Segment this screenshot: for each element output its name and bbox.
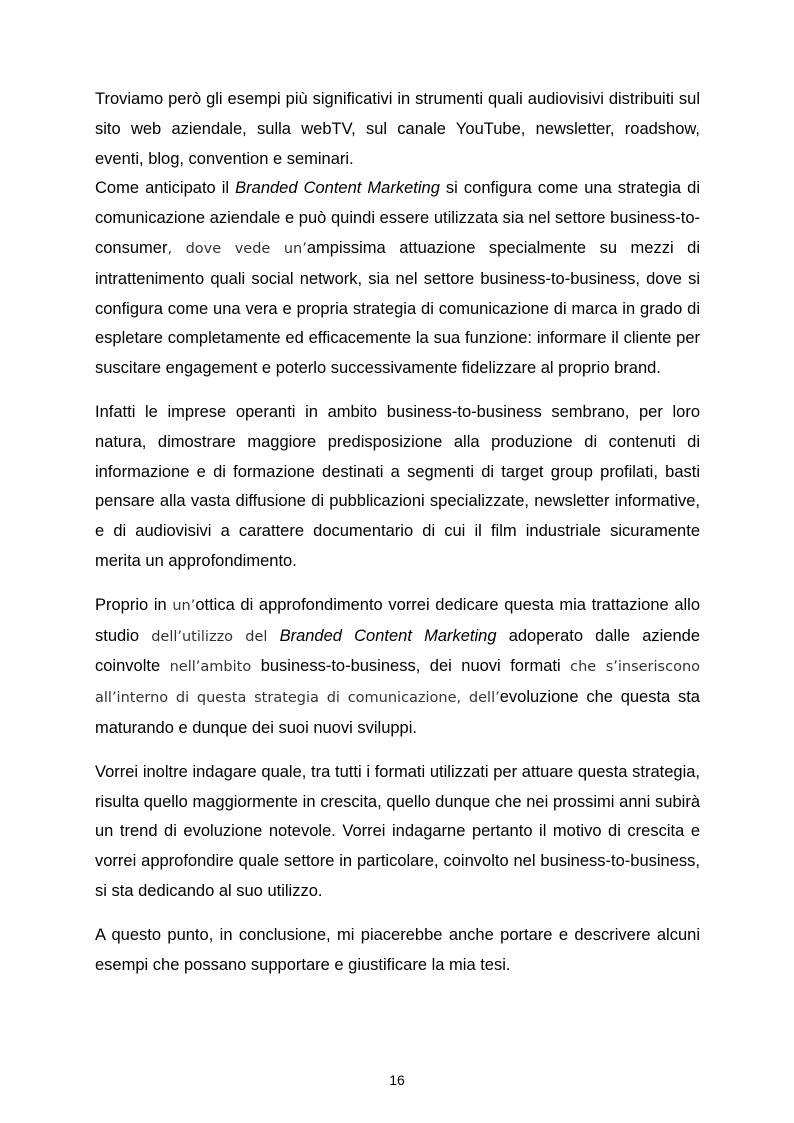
- text-span: evoluzione che questa sta maturando e dunque dei suoi nuovi sviluppi.: [95, 688, 700, 737]
- text-span-light: , dove vede un’: [167, 240, 307, 257]
- page-number: 16: [389, 1072, 405, 1088]
- paragraph-5: [95, 758, 700, 907]
- paragraph-6: [95, 921, 700, 981]
- paragraph-4: [95, 591, 700, 744]
- text-span: ottica di approfondimento vorrei dedicare questa mia trattazione allo studio: [95, 595, 701, 645]
- text-span-light: un’: [172, 597, 196, 614]
- emphasis-branded-content-marketing: Branded Content Marketing: [279, 626, 497, 645]
- document-body: [95, 85, 700, 980]
- text-span: Proprio in: [95, 595, 173, 614]
- text-span: Come anticipato il: [95, 179, 236, 198]
- text-span: adoperato dalle aziende coinvolte: [95, 626, 700, 676]
- text-span: Troviamo però gli esempi più significativi in strumenti quali audiovisivi distribuiti sul sito web aziendale, sulla webTV, sul canale YouTube, newsletter, roadshow, eventi, blog, convention e seminari.: [95, 90, 700, 168]
- text-span: business-to-business, dei nuovi formati: [260, 657, 571, 676]
- text-span-light: dell’utilizzo del: [151, 628, 280, 645]
- paragraph-2: [95, 174, 700, 384]
- text-span: A questo punto, in conclusione, mi piacerebbe anche portare e descrivere alcuni esempi che possano supportare e giustificare la mia tesi.: [95, 925, 700, 974]
- emphasis-branded-content-marketing: Branded Content Marketing: [235, 179, 440, 198]
- text-span: ampissima attuazione specialmente su mezzi di intrattenimento quali social network, sia nel settore business-to-business, dove si configura come una vera e propria strategia di comunicazione di marca in grado di espletare completamente ed efficacemente la sua funzione: informare il cliente per suscitare engagement e poterlo successivamente fidelizzare al proprio brand.: [95, 238, 700, 378]
- text-span-light: nell’ambito: [169, 659, 261, 676]
- text-span-light: che s’inseriscono all’interno di questa strategia di comunicazione, dell’: [95, 659, 701, 707]
- paragraph-3: [95, 398, 700, 577]
- text-span: Vorrei inoltre indagare quale, tra tutti i formati utilizzati per attuare questa strategia, risulta quello maggiormente in crescita, quello dunque che nei prossimi anni subirà un trend di evoluzione notevole. Vorrei indagarne pertanto il motivo di crescita e vorrei approfondire quale settore in particolare, coinvolto nel business-to-business, si sta dedicando al suo utilizzo.: [95, 762, 700, 900]
- paragraph-1: [95, 85, 700, 174]
- text-span: si configura come una strategia di comunicazione aziendale e può quindi essere utilizzata sia nel settore business-to-consumer: [95, 179, 700, 257]
- text-span: Infatti le imprese operanti in ambito business-to-business sembrano, per loro natura, dimostrare maggiore predisposizione alla produzione di contenuti di informazione e di formazione destinati a segmenti di target group profilati, basti pensare alla vasta diffusione di pubblicazioni specializzate, newsletter informative, e di audiovisivi a carattere documentario di cui il film industriale sicuramente merita un approfondimento.: [95, 402, 700, 570]
